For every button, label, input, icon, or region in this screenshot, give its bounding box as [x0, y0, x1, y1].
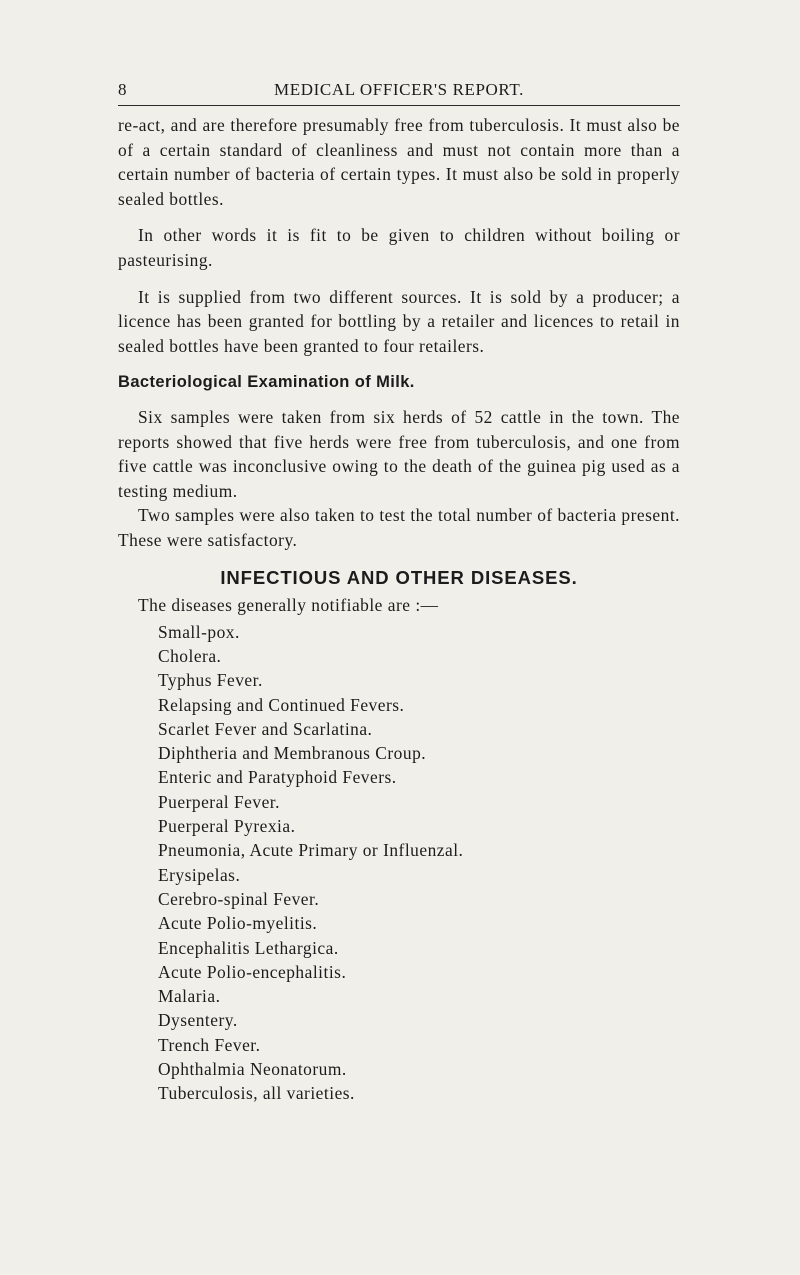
list-item: Tuberculosis, all varieties. — [158, 1083, 355, 1104]
list-item: Enteric and Paratyphoid Fevers. — [158, 767, 397, 788]
paragraph-continuation: re-act, and are therefore presumably free from tuberculosis. It must also be of a certain standard of cleanliness and must not contain more than a certain number of bacteria of certain types. It must also be sold in properly sealed bottles. — [118, 115, 680, 209]
page-number: 8 — [118, 80, 128, 99]
list-item: Encephalitis Lethargica. — [158, 937, 339, 958]
section-heading-bacteriological: Bacteriological Examination of Milk. — [118, 373, 415, 392]
list-item: Diphtheria and Membranous Croup. — [158, 743, 427, 764]
notifiable-diseases-list — [118, 620, 680, 1106]
section-heading-infectious-diseases: INFECTIOUS AND OTHER DISEASES. — [220, 566, 578, 588]
list-item: Erysipelas. — [158, 864, 241, 885]
diseases-intro: The diseases generally notifiable are :— — [138, 595, 439, 616]
list-item: Cerebro-spinal Fever. — [158, 888, 320, 909]
list-item: Small-pox. — [158, 621, 240, 642]
header-rule — [118, 105, 680, 106]
list-item: Pneumonia, Acute Primary or Influenzal. — [158, 840, 464, 861]
list-item: Ophthalmia Neonatorum. — [158, 1059, 347, 1080]
list-item: Puerperal Fever. — [158, 791, 280, 812]
paragraph-fit-for-children: In other words it is fit to be given to children without boiling or pasteurising. — [118, 225, 680, 270]
running-head — [118, 80, 680, 104]
list-item: Dysentery. — [158, 1010, 238, 1031]
list-item: Cholera. — [158, 645, 222, 666]
list-item: Acute Polio-myelitis. — [158, 913, 318, 934]
page-header-title: MEDICAL OFFICER'S REPORT. — [274, 80, 524, 99]
page-body — [118, 113, 680, 1106]
paragraph-supply-sources: It is supplied from two different sources. It is sold by a producer; a licence has been granted for bottling by a retailer and licences to retail in sealed bottles have been granted to four retailers. — [118, 286, 680, 356]
paragraph-samples-herds: Six samples were taken from six herds of 52 cattle in the town. The reports showed that five herds were free from tuberculosis, and one from five cattle was inconclusive owing to the death of the guinea pig used as a testing medium. — [118, 406, 680, 501]
list-item: Malaria. — [158, 986, 221, 1007]
list-item: Typhus Fever. — [158, 670, 263, 691]
list-item: Puerperal Pyrexia. — [158, 816, 296, 837]
list-item: Trench Fever. — [158, 1034, 261, 1055]
list-item: Relapsing and Continued Fevers. — [158, 694, 405, 715]
list-item: Scarlet Fever and Scarlatina. — [158, 718, 373, 739]
paragraph-bacteria-count: Two samples were also taken to test the total number of bacteria present. These were satisfactory. — [118, 505, 680, 550]
list-item: Acute Polio-encephalitis. — [158, 961, 347, 982]
